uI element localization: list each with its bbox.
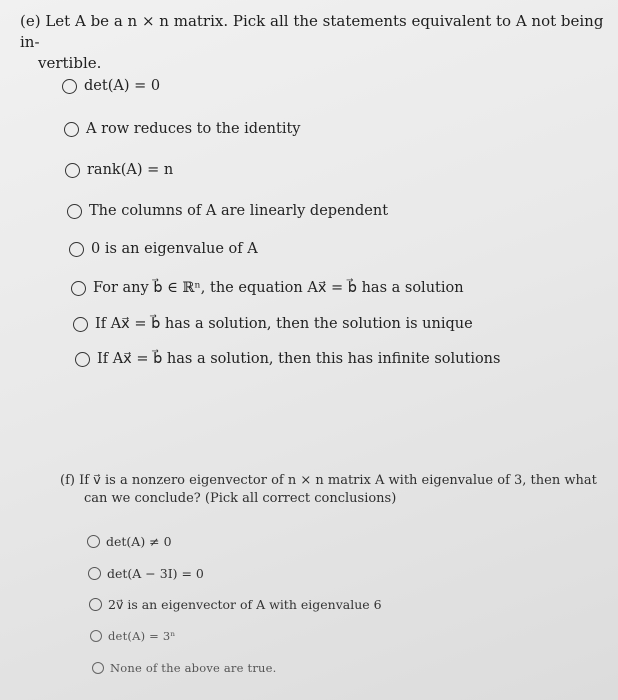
option-f-2[interactable]	[88, 566, 204, 581]
option-label: rank(A) = n	[87, 162, 174, 178]
option-label: 2v⃗ is an eigenvector of A with eigenvalue 6	[108, 597, 382, 612]
radio-button[interactable]	[92, 662, 104, 674]
option-label: det(A) ≠ 0	[106, 534, 172, 549]
radio-button[interactable]	[73, 317, 88, 332]
option-label: det(A) = 0	[84, 78, 161, 94]
radio-button[interactable]	[90, 630, 102, 642]
question-e-line-2: vertible.	[38, 54, 102, 72]
question-f-line-1: (f) If v⃗ is a nonzero eigenvector of n × n matrix A with eigenvalue of 3, then what	[60, 473, 597, 488]
question-f-line-2: can we conclude? (Pick all correct conclusions)	[84, 491, 397, 506]
option-label: None of the above are true.	[110, 661, 277, 675]
question-f-prompt	[60, 472, 610, 508]
option-e-1[interactable]	[62, 78, 160, 94]
option-e-8[interactable]	[75, 351, 500, 367]
option-e-5[interactable]	[69, 241, 258, 257]
option-e-6[interactable]	[71, 280, 464, 296]
option-label: The columns of A are linearly dependent	[89, 203, 389, 219]
radio-button[interactable]	[64, 122, 79, 137]
radio-button[interactable]	[88, 567, 101, 580]
option-label: If Ax⃗ = b⃗ has a solution, then the solution is unique	[95, 316, 473, 332]
radio-button[interactable]	[62, 79, 77, 94]
option-label: For any b⃗ ∈ ℝⁿ, the equation Ax⃗ = b⃗ has a solution	[93, 280, 464, 296]
radio-button[interactable]	[69, 242, 84, 257]
radio-button[interactable]	[67, 204, 82, 219]
option-e-2[interactable]	[64, 121, 301, 137]
question-e-prompt	[20, 11, 605, 74]
option-e-4[interactable]	[67, 203, 388, 219]
radio-button[interactable]	[71, 281, 86, 296]
option-label: det(A − 3I) = 0	[107, 566, 204, 581]
radio-button[interactable]	[89, 598, 102, 611]
option-f-3[interactable]	[89, 597, 382, 612]
option-f-5[interactable]	[92, 661, 276, 675]
radio-button[interactable]	[65, 163, 80, 178]
option-label: 0 is an eigenvalue of A	[91, 241, 258, 257]
option-label: det(A) = 3ⁿ	[108, 629, 176, 643]
radio-button[interactable]	[87, 535, 100, 548]
option-label: A row reduces to the identity	[86, 121, 301, 137]
option-f-1[interactable]	[87, 534, 172, 549]
option-f-4[interactable]	[90, 629, 176, 643]
option-e-7[interactable]	[73, 316, 473, 332]
option-label: If Ax⃗ = b⃗ has a solution, then this has infinite solutions	[97, 351, 501, 367]
question-e-line-1: (e) Let A be a n × n matrix. Pick all the statements equivalent to A not being in-	[20, 12, 604, 51]
option-e-3[interactable]	[65, 162, 173, 178]
radio-button[interactable]	[75, 352, 90, 367]
